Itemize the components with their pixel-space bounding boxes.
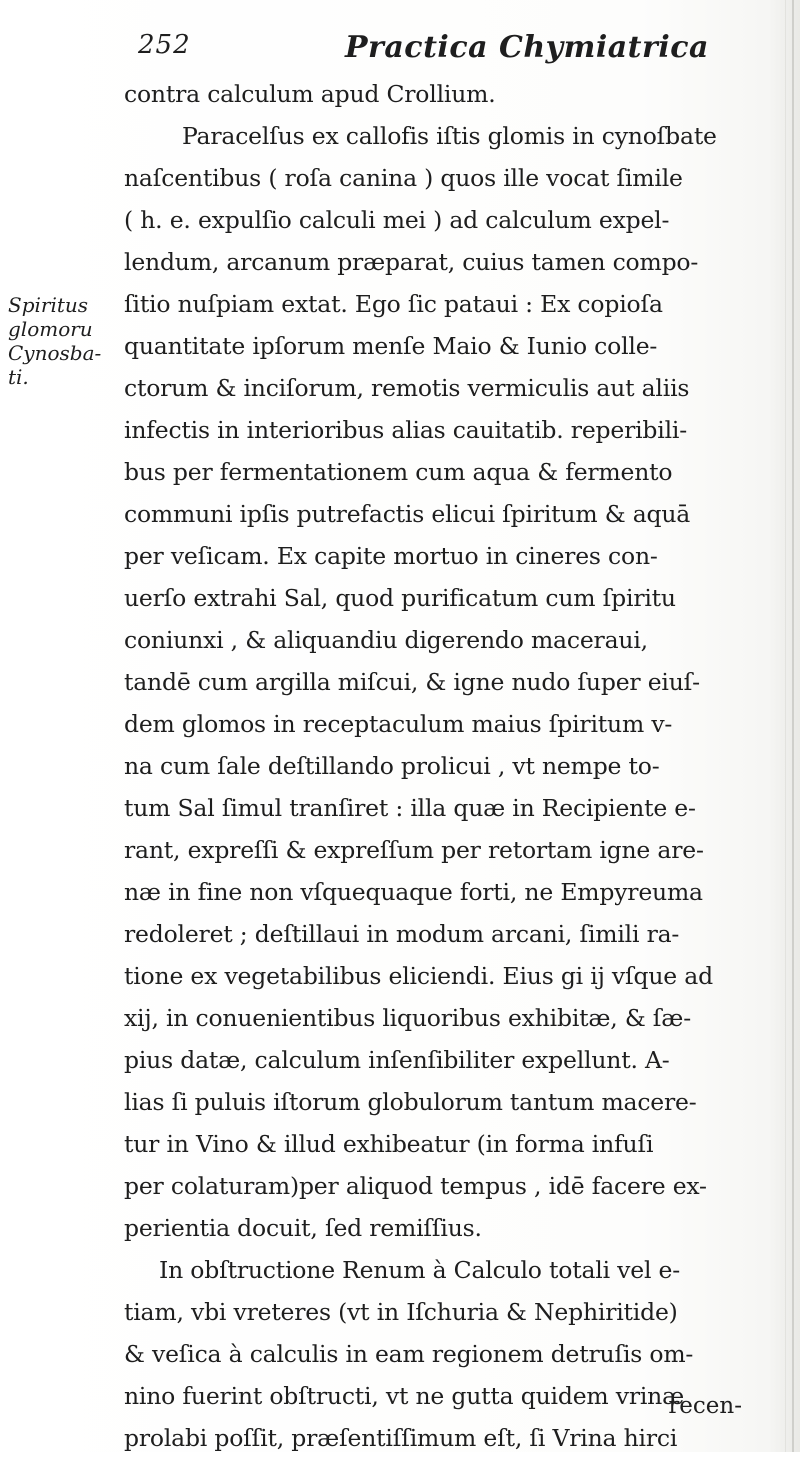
text-line: tione ex vegetabilibus eliciendi. Eius gi ij vſque ad — [124, 962, 713, 990]
page-edge — [792, 0, 794, 1452]
text-line: xij, in conuenientibus liquoribus exhibitæ, & ſæ- — [124, 1004, 691, 1032]
text-line: nino fuerint obſtructi, vt ne gutta quidem vrinæ — [124, 1382, 684, 1410]
catchword: recen- — [668, 1393, 742, 1419]
text-line: na cum ſale deſtillando prolicui , vt nempe to- — [124, 752, 660, 780]
text-line: uerſo extrahi Sal, quod purificatum cum ſpiritu — [124, 584, 676, 612]
text-line: perientia docuit, ſed remiſſius. — [124, 1214, 482, 1242]
text-line: contra calculum apud Crollium. — [124, 80, 496, 108]
text-line: rant, expreſſi & expreſſum per retortam igne are- — [124, 836, 704, 864]
page-header — [0, 30, 800, 70]
text-line: per colaturam)per aliquod tempus , idē facere ex- — [124, 1172, 707, 1200]
text-line: communi ipſis putrefactis elicui ſpiritum & aquā — [124, 500, 691, 528]
text-line: tur in Vino & illud exhibeatur (in forma infuſi — [124, 1130, 654, 1158]
text-line: næ in fine non vſquequaque forti, ne Empyreuma — [124, 878, 703, 906]
text-line: bus per fermentationem cum aqua & fermento — [124, 458, 673, 486]
margin-note-line: Spiritus — [8, 293, 89, 317]
margin-note-line: ti. — [8, 365, 29, 389]
text-line: pius datæ, calculum inſenſibiliter expellunt. A- — [124, 1046, 670, 1074]
text-line: tiam, vbi vreteres (vt in Iſchuria & Nephiritide) — [124, 1298, 678, 1326]
text-line: Paracelſus ex callofis iſtis glomis in cynoſbate — [182, 122, 717, 150]
running-title: Practica Chymiatrica — [345, 30, 709, 65]
text-line: coniunxi , & aliquandiu digerendo maceraui, — [124, 626, 648, 654]
text-line: per veſicam. Ex capite mortuo in cineres con- — [124, 542, 658, 570]
text-line: ctorum & inciſorum, remotis vermiculis aut aliis — [124, 374, 690, 402]
margin-note-line: glomoru — [8, 317, 93, 341]
text-line: prolabi poſſit, præſentiſſimum eſt, ſi Vrina hirci — [124, 1424, 678, 1452]
text-line: infectis in interioribus alias cauitatib. reperibili- — [124, 416, 687, 444]
body-text — [124, 73, 772, 1459]
text-line: lendum, arcanum præparat, cuius tamen compo- — [124, 248, 699, 276]
margin-note-line: Cynosba- — [8, 341, 102, 365]
text-line: In obſtructione Renum à Calculo totali vel e- — [159, 1256, 680, 1284]
text-line: naſcentibus ( roſa canina ) quos ille vocat ſimile — [124, 164, 683, 192]
margin-note — [8, 293, 118, 389]
text-line: ( h. e. expulſio calculi mei ) ad calculum expel- — [124, 206, 670, 234]
text-line: redoleret ; deſtillaui in modum arcani, ſimili ra- — [124, 920, 680, 948]
text-line: & veſica à calculis in eam regionem detruſis om- — [124, 1340, 694, 1368]
page-edge-shadow — [785, 0, 786, 1452]
text-line: ſitio nuſpiam extat. Ego ſic pataui : Ex copioſa — [124, 290, 663, 318]
text-line: dem glomos in receptaculum maius ſpiritum v- — [124, 710, 673, 738]
text-line: tum Sal ſimul tranſiret : illa quæ in Recipiente e- — [124, 794, 696, 822]
page-number: 252 — [138, 30, 191, 60]
text-line: lias ſi puluis iſtorum globulorum tantum macere- — [124, 1088, 697, 1116]
text-line: tandē cum argilla miſcui, & igne nudo ſuper eiuſ- — [124, 668, 700, 696]
text-line: quantitate ipſorum menſe Maio & Iunio colle- — [124, 332, 658, 360]
